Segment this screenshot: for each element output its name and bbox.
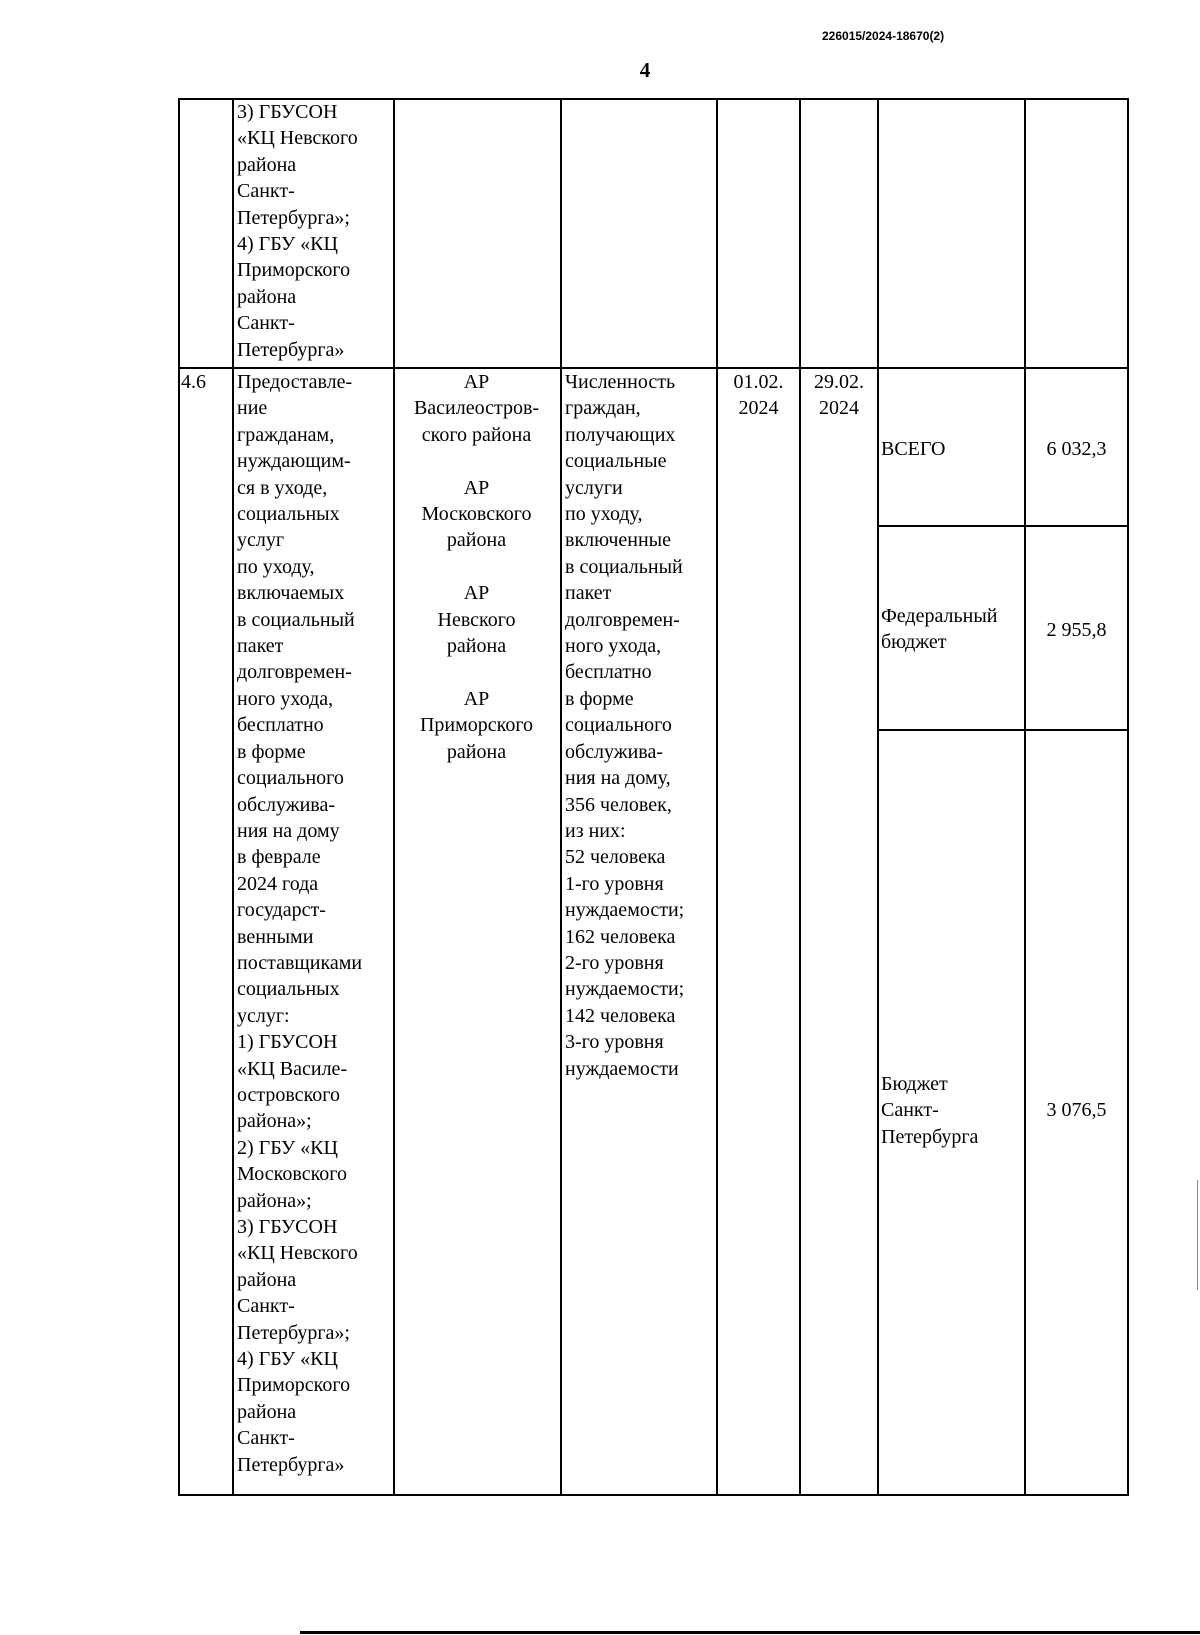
funding-amount-city: 3 076,5: [1046, 1099, 1107, 1121]
funding-amount-federal: 2 955,8: [1046, 619, 1107, 641]
column-divider-indicator: [560, 98, 562, 1496]
performance-indicator: Численность граждан, получающих социальные услуги по уходу, включенные в социальный пакет долговремен- ного ухода, бесплатно в форме социального обслужива- ния на дому, 356 человек, из них: 52 человека 1-го уровня нуждаемости; 162 человека 2-го уровня нуждаемости; 142 человека 3-го уровня нуждаемости: [565, 371, 685, 1080]
scan-edge-mark: [1197, 1180, 1198, 1290]
scan-bottom-edge: [300, 1631, 1200, 1634]
funding-amount-total: 6 032,3: [1046, 438, 1107, 460]
table-border-bottom: [178, 1494, 1129, 1496]
funding-divider-federal: [877, 729, 1129, 731]
end-date: 29.02. 2024: [814, 371, 864, 420]
measure-description: Предоставле- ние гражданам, нуждающим- ся в уходе, социальных услуг по уходу, включаемых в социальный пакет долговремен- ного ухода, бесплатно в форме социального обслужива- ния на дому в феврале 2024 года государст- венными поставщиками социальных услуг: 1) ГБУСОН «КЦ Василе- островского района»; 2) ГБУ «КЦ Московского района»; 3) ГБУСОН «КЦ Невского района Санкт- Петербурга»; 4) ГБУ «КЦ Приморского района Санкт- Петербурга»: [237, 371, 363, 1476]
column-divider-amount: [1024, 98, 1026, 1496]
funding-source-city: Бюджет Санкт- Петербурга: [881, 1073, 979, 1148]
providers-continuation-cell: 3) ГБУСОН «КЦ Невского района Санкт- Петербурга»; 4) ГБУ «КЦ Приморского района Санкт- Петербурга»: [237, 101, 358, 361]
column-divider-source: [877, 98, 879, 1496]
table-border-left: [178, 98, 180, 1496]
funding-divider-total: [877, 525, 1129, 527]
page-number: 4: [639, 58, 651, 82]
document-number: 226015/2024-18670(2): [822, 29, 945, 43]
start-date: 01.02. 2024: [733, 371, 784, 420]
column-divider-end-date: [799, 98, 801, 1496]
column-divider-responsible: [393, 98, 395, 1496]
column-divider-description: [232, 98, 234, 1496]
responsible-executors: АР Василеостров- ского района АР Московского района АР Невского района АР Приморского района: [413, 371, 540, 763]
funding-source-total: ВСЕГО: [881, 438, 946, 460]
funding-source-federal: Федеральный бюджет: [881, 605, 998, 654]
row-number: 4.6: [181, 371, 206, 393]
table-border-right: [1127, 98, 1129, 1496]
